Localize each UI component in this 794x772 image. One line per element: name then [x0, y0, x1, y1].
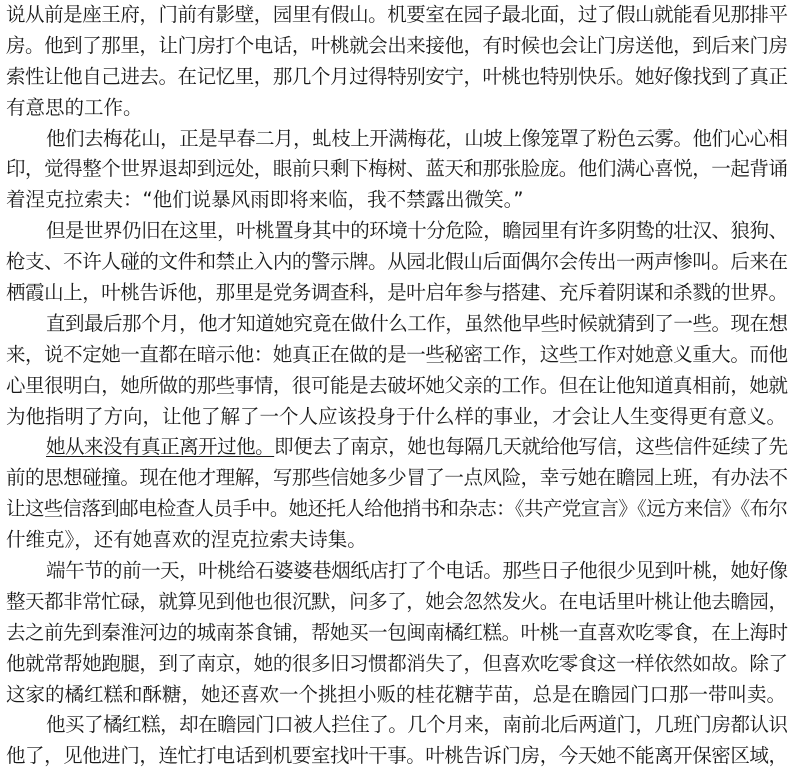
text-line: 整天都非常忙碌，就算见到他也很沉默，问多了，她会忽然发火。在电话里叶桃让他去瞻园，	[6, 589, 788, 613]
paragraph-5	[6, 432, 788, 556]
text-line: 房。他到了那里，让门房打个电话，叶桃就会出来接他，有时候也会让门房送他，到后来门房	[6, 33, 788, 57]
text-line: 栖霞山上，叶桃告诉他，那里是党务调查科，是叶启年参与搭建、充斥着阴谋和杀戮的世界。	[6, 281, 788, 305]
text-line: 枪支、不许人碰的文件和禁止入内的警示牌。从园北假山后面偶尔会传出一两声惨叫。后来在	[6, 250, 788, 274]
text-line: 这家的橘红糕和酥糖，她还喜欢一个挑担小贩的桂花糖芋苗，总是在瞻园门口那一带叫卖。	[6, 682, 787, 706]
text-line: 心里很明白，她所做的那些事情，很可能是去破坏她父亲的工作。但在让他知道真相前，她就	[6, 373, 788, 397]
text-line: 他了，见他进门，连忙打电话到机要室找叶干事。叶桃告诉门房，今天她不能离开保密区域，	[6, 744, 788, 768]
underlined-line	[46, 432, 788, 463]
text-line: 什维克》，还有她喜欢的涅克拉索夫诗集。	[6, 528, 367, 552]
text-line: 他们去梅花山，正是早春二月，虬枝上开满梅花，山坡上像笼罩了粉色云雾。他们心心相	[46, 126, 788, 150]
text-line	[6, 432, 788, 463]
paragraph-7	[6, 710, 788, 772]
text-line: 索性让他自己进去。在记忆里，那几个月过得特别安宁，叶桃也特别快乐。她好像找到了真正	[6, 64, 788, 88]
text-line: 说从前是座王府，门前有影壁，园里有假山。机要室在园子最北面，过了假山就能看见那排平	[6, 3, 788, 26]
text-line: 有意思的工作。	[6, 95, 143, 119]
text-line: 印，觉得整个世界退却到远处，眼前只剩下梅树、蓝天和那张脸庞。他们满心喜悦，一起背诵	[6, 157, 788, 181]
paragraph-3	[6, 216, 788, 309]
text-line: 端午节的前一天，叶桃给石婆婆巷烟纸店打了个电话。那些日子他很少见到叶桃，她好像	[46, 559, 788, 583]
text-line: 他就常帮她跑腿，到了南京，她的很多旧习惯都消失了，但喜欢吃零食这一样依然如故。除了	[6, 651, 788, 675]
paragraph-4	[6, 309, 788, 433]
text-line: 直到最后那个月，他才知道她究竟在做什么工作，虽然他早些时候就猜到了一些。现在想	[46, 311, 788, 335]
line-remainder: 即便去了南京，她也每隔几天就给他写信，这些信件延续了先	[274, 435, 788, 459]
paragraph-1	[6, 0, 788, 124]
paragraph-6	[6, 556, 788, 710]
text-line: 着涅克拉索夫：“他们说暴风雨即将来临，我不禁露出微笑。”	[6, 188, 524, 212]
document-page	[6, 0, 788, 772]
underlined-sentence: 她从来没有真正离开过他。	[46, 435, 275, 459]
text-line: 让这些信落到邮电检查人员手中。她还托人给他捎书和杂志：《共产党宣言》《远方来信》《布尔	[6, 497, 788, 521]
text-line: 他买了橘红糕，却在瞻园门口被人拦住了。几个月来，南前北后两道门，几班门房都认识	[46, 713, 788, 737]
text-line: 但是世界仍旧在这里，叶桃置身其中的环境十分危险，瞻园里有许多阴鸷的壮汉、狼狗、	[46, 219, 788, 243]
text-line: 前的思想碰撞。现在他才理解，写那些信她多少冒了一点风险，幸亏她在瞻园上班，有办法不	[6, 466, 788, 490]
text-line: 来，说不定她一直都在暗示他：她真正在做的是一些秘密工作，这些工作对她意义重大。而他	[6, 342, 788, 366]
paragraph-2	[6, 124, 788, 217]
text-line: 去之前先到秦淮河边的城南茶食铺，帮她买一包闽南橘红糕。叶桃一直喜欢吃零食，在上海时	[6, 620, 788, 644]
text-line: 为他指明了方向，让他了解了一个人应该投身于什么样的事业，才会让人生变得更有意义。	[6, 404, 787, 428]
